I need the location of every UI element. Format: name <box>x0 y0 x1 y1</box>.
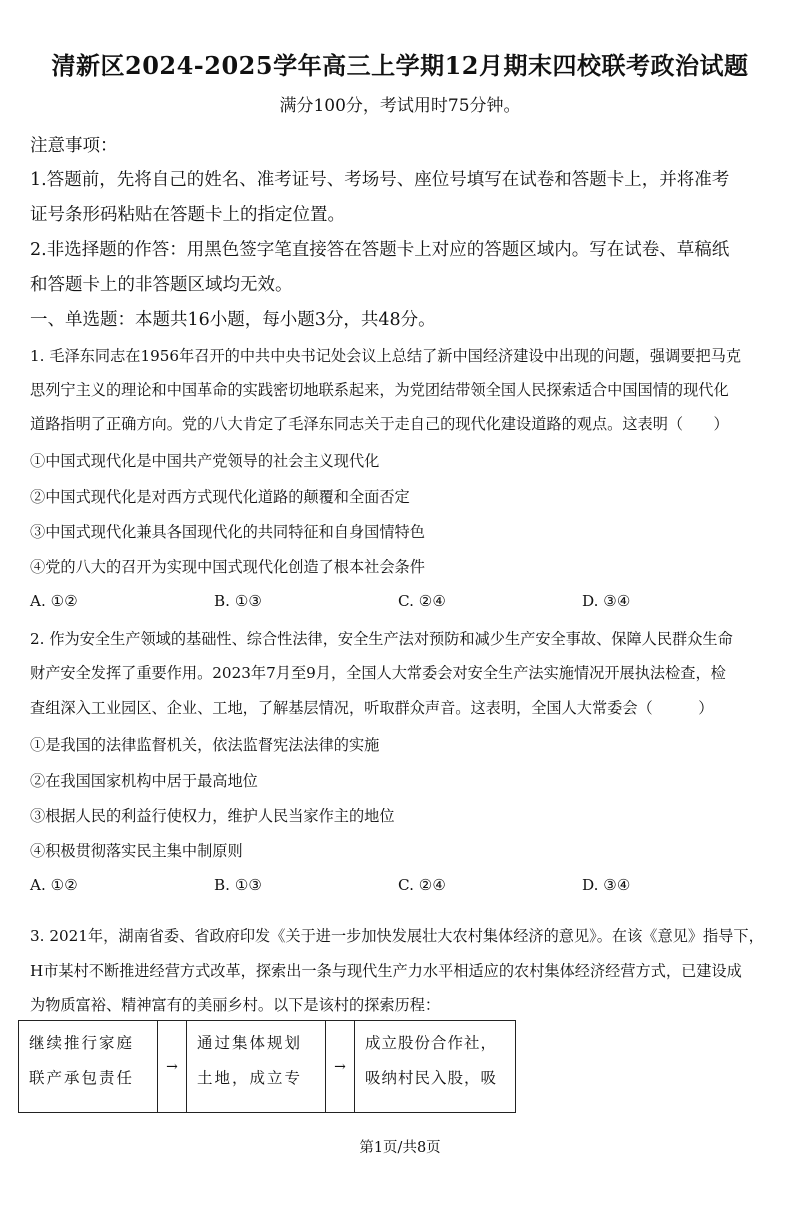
page-title: 清新区2024-2025学年高三上学期12月期末四校联考政治试题 <box>51 51 749 80</box>
flow-step-1 <box>19 1021 158 1113</box>
q1-stem-line-2: 思列宁主义的理论和中国革命的实践密切地联系起来，为党团结带领全国人民探索适合中国国情的现代化 <box>30 381 729 399</box>
q2-stem-line-1: 2. 作为安全生产领域的基础性、综合性法律，安全生产法对预防和减少生产安全事故、保障人民群众生命 <box>30 630 733 648</box>
flow-step-3-line-2: 吸纳村民入股，吸 <box>365 1069 498 1087</box>
q2-option-d: D. ③④ <box>582 876 631 894</box>
note-2-line-2: 和答题卡上的非答题区域均无效。 <box>30 275 293 295</box>
note-2-line-1: 2.非选择题的作答：用黑色签字笔直接答在答题卡上对应的答题区域内。写在试卷、草稿纸 <box>30 240 730 260</box>
q3-stem-line-2: H市某村不断推进经营方式改革，探索出一条与现代生产力水平相适应的农村集体经济经营方式，已建设成 <box>30 962 742 980</box>
q2-statement-1: ①是我国的法律监督机关，依法监督宪法法律的实施 <box>30 736 380 754</box>
flow-step-2-line-2: 土地，成立专 <box>197 1069 303 1087</box>
flow-arrow-2: → <box>326 1021 355 1113</box>
flow-step-1-line-2: 联产承包责任 <box>29 1069 135 1087</box>
exam-info: 满分100分，考试用时75分钟。 <box>279 96 521 116</box>
page-number: 第1页/共8页 <box>359 1140 441 1156</box>
note-1-line-1: 1.答题前，先将自己的姓名、准考证号、考场号、座位号填写在试卷和答题卡上，并将准考 <box>30 170 730 190</box>
q1-statement-1: ①中国式现代化是中国共产党领导的社会主义现代化 <box>30 452 380 470</box>
q3-process-flow-table <box>18 1020 516 1113</box>
q1-statement-4: ④党的八大的召开为实现中国式现代化创造了根本社会条件 <box>30 558 425 576</box>
q3-stem-line-3: 为物质富裕、精神富有的美丽乡村。以下是该村的探索历程： <box>30 996 441 1014</box>
q3-stem-line-1: 3. 2021年，湖南省委、省政府印发《关于进一步加快发展壮大农村集体经济的意见》。在该《意见》指导下， <box>30 927 764 945</box>
q1-statement-3: ③中国式现代化兼具各国现代化的共同特征和自身国情特色 <box>30 523 425 541</box>
q2-statement-4: ④积极贯彻落实民主集中制原则 <box>30 842 243 860</box>
q2-stem-line-3: 查组深入工业园区、企业、工地，了解基层情况，听取群众声音。这表明，全国人大常委会（ ） <box>30 699 714 717</box>
flow-step-3 <box>355 1021 516 1113</box>
q2-option-a: A. ①② <box>30 876 78 894</box>
q1-stem-line-3: 道路指明了正确方向。党的八大肯定了毛泽东同志关于走自己的现代化建设道路的观点。这表明（ ） <box>30 415 729 433</box>
notes-heading: 注意事项： <box>30 136 118 156</box>
flow-arrow-1: → <box>158 1021 187 1113</box>
flow-step-1-line-1: 继续推行家庭 <box>29 1034 135 1052</box>
q1-option-a: A. ①② <box>30 592 78 610</box>
flow-step-2-line-1: 通过集体规划 <box>197 1034 303 1052</box>
q2-option-b: B. ①③ <box>214 876 263 894</box>
q1-statement-2: ②中国式现代化是对西方式现代化道路的颠覆和全面否定 <box>30 488 410 506</box>
q1-option-c: C. ②④ <box>398 592 446 610</box>
q1-stem-line-1: 1. 毛泽东同志在1956年召开的中共中央书记处会议上总结了新中国经济建设中出现的问题，强调要把马克 <box>30 347 742 365</box>
q1-option-d: D. ③④ <box>582 592 631 610</box>
q2-option-c: C. ②④ <box>398 876 446 894</box>
q2-statement-2: ②在我国国家机构中居于最高地位 <box>30 772 258 790</box>
flow-step-3-line-1: 成立股份合作社， <box>365 1034 498 1052</box>
note-1-line-2: 证号条形码粘贴在答题卡上的指定位置。 <box>30 205 345 225</box>
flow-step-2 <box>187 1021 326 1113</box>
q2-statement-3: ③根据人民的利益行使权力，维护人民当家作主的地位 <box>30 807 395 825</box>
q2-stem-line-2: 财产安全发挥了重要作用。2023年7月至9月，全国人大常委会对安全生产法实施情况开展执法检查，检 <box>30 664 726 682</box>
section-heading: 一、单选题：本题共16小题，每小题3分，共48分。 <box>30 310 436 330</box>
q1-option-b: B. ①③ <box>214 592 263 610</box>
